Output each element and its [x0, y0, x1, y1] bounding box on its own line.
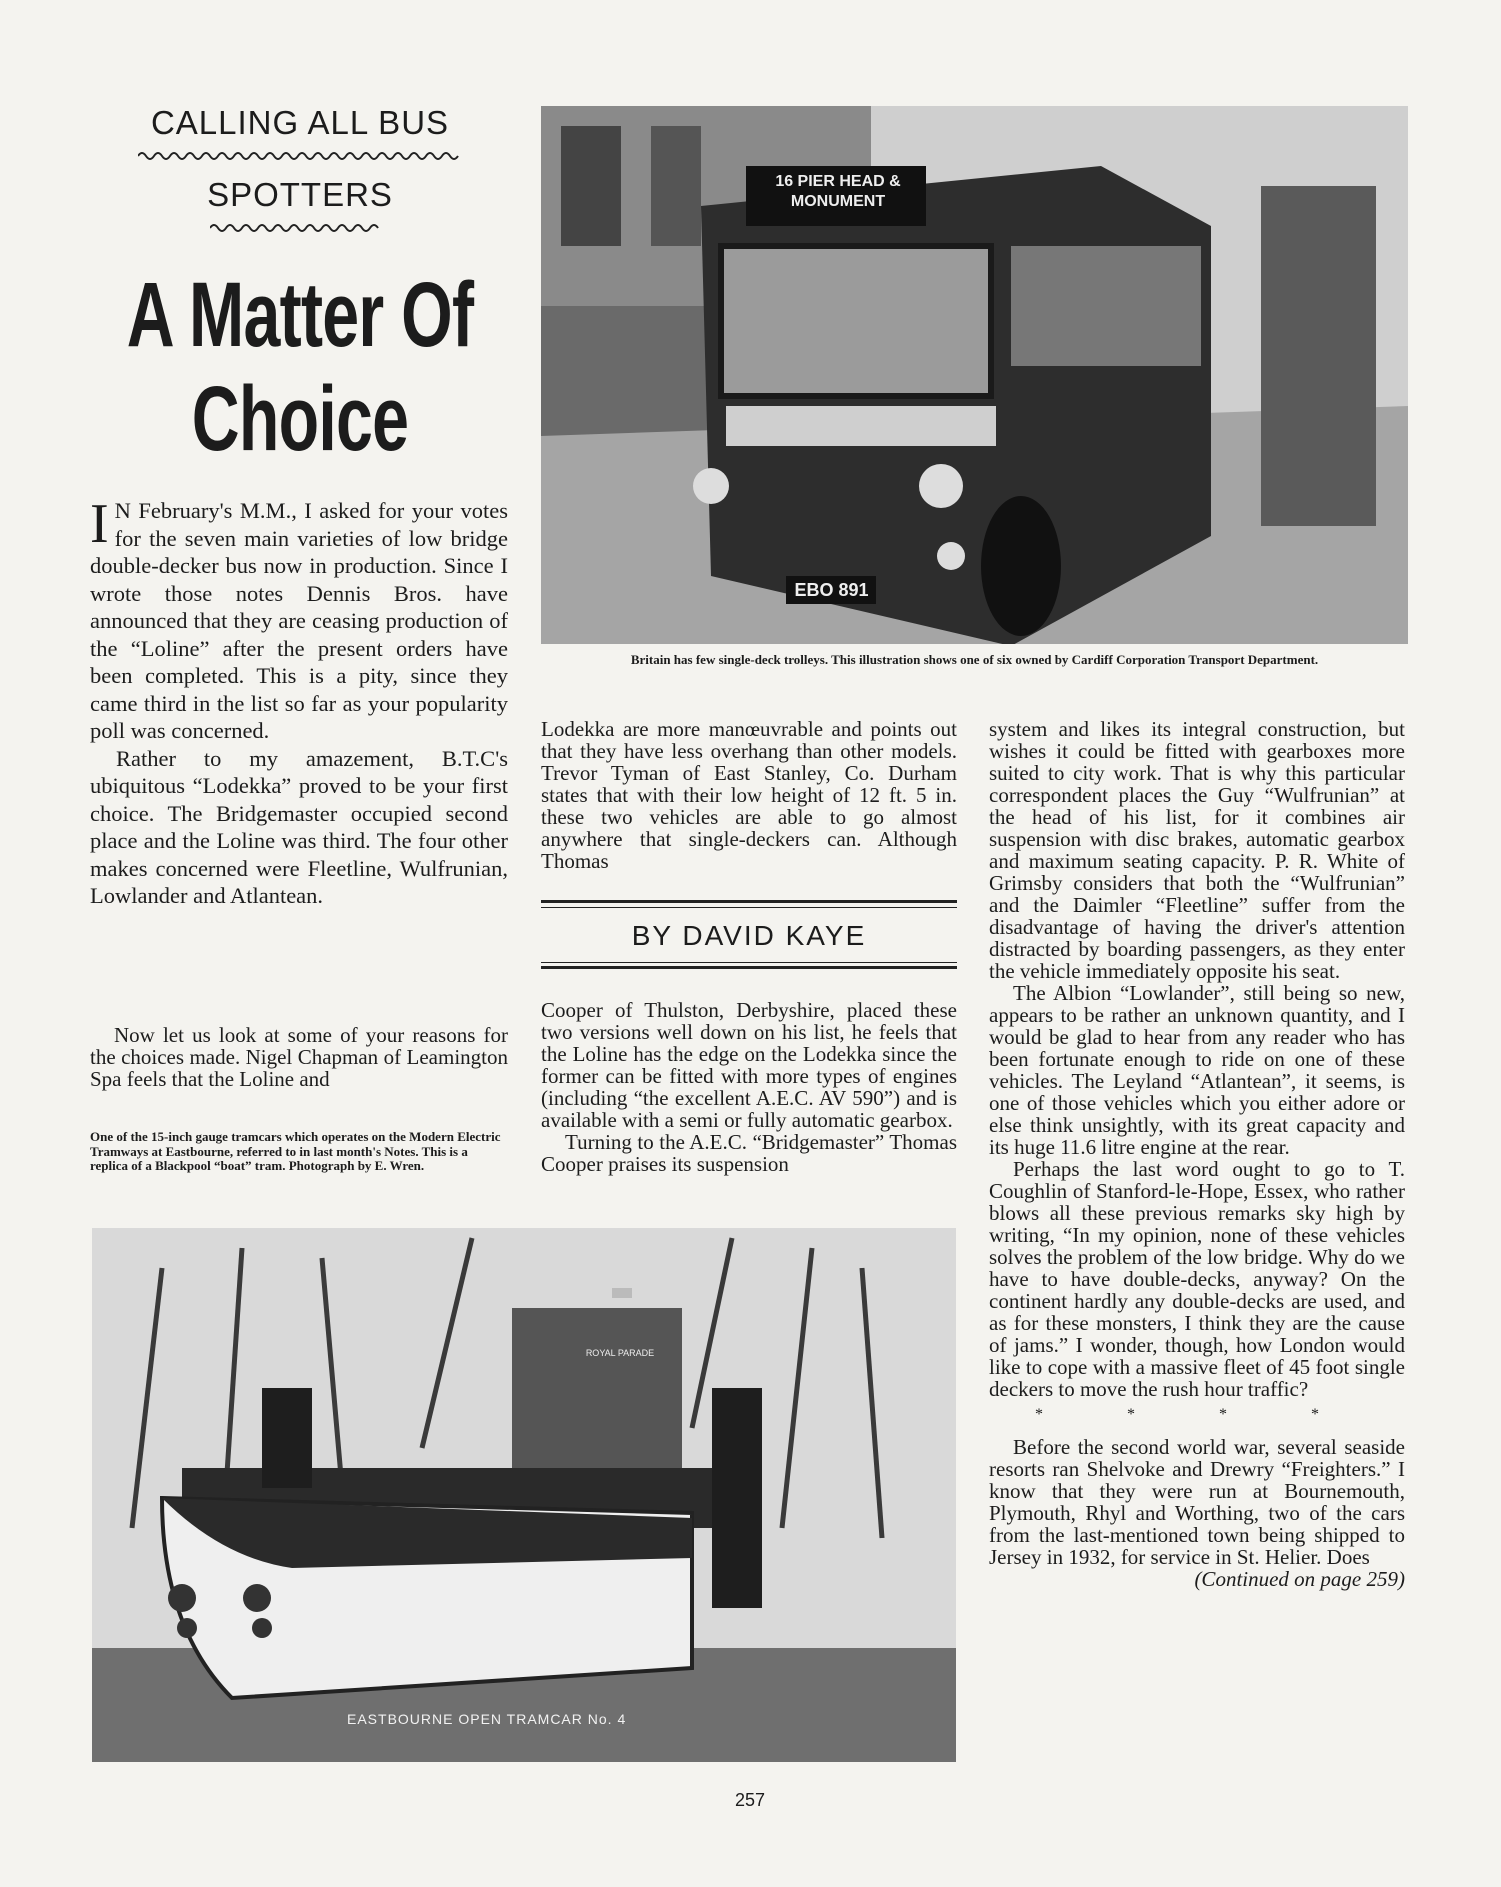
byline-rule-top-1 — [541, 900, 957, 903]
trolleybus-photo — [541, 106, 1408, 644]
byline: BY DAVID KAYE — [631, 920, 867, 951]
column-3-paragraph-3: Perhaps the last word ought to go to T. Coughlin of Stanford-le-Hope, Essex, who rather blows all these previous remarks sky high by writing, “In my opinion, none of these vehicles solves the problem of the low bridge. Why do we have to have double-decks, anyway? On the continent hardly any double-decks are used, and as for these monsters, I think they are the cause of jams.” I wonder, though, how London would like to cope with a massive fleet of 45 foot single deckers to move the rush hour traffic? — [989, 1157, 1405, 1401]
byline-rule-bottom-1 — [541, 962, 957, 963]
byline-rule-bottom-2 — [541, 966, 957, 969]
tram-caption: One of the 15-inch gauge tramcars which operates on the Modern Electric Tramways at Eastbourne, referred to in last month's Notes. This is a replica of a Blackpool “boat” tram. Photograph by E. Wren. — [90, 1129, 501, 1173]
column-3 — [989, 718, 1405, 1590]
headline-line-1: A Matter Of — [126, 264, 474, 366]
drop-cap: I — [90, 493, 109, 555]
destination-blind: 16 PIER HEAD & MONUMENT — [775, 173, 901, 210]
kicker-line-2: SPOTTERS — [207, 176, 393, 213]
intro-text — [90, 493, 508, 910]
registration-plate: EBO 891 — [794, 580, 869, 600]
column-2-top — [541, 718, 957, 872]
tramcar-photo — [92, 1228, 956, 1762]
continued-note: (Continued on page 259) — [1194, 1567, 1405, 1591]
intro-paragraph-2: Rather to my amazement, B.T.C's ubiquitous “Lodekka” proved to be your first choice. The Bridgemaster occupied second place and the Loline was third. The four other makes concerned were Fleetline, Wulfrunian, Lowlander and Atlantean. — [90, 745, 508, 908]
byline-rule-top-2 — [541, 907, 957, 908]
intro-paragraph-1: N February's M.M., I asked for your votes for the seven main varieties of low bridge double-decker bus now in production. Since I wrote those notes Dennis Bros. have announced that they are ceasing production of the “Loline” after the present orders have been completed. This is a pity, since they came third in the list so far as your popularity poll was concerned. — [90, 498, 508, 743]
column-3-paragraph-4: Before the second world war, several seaside resorts ran Shelvoke and Drewry “Freighters.” I know that they were run at Bournemouth, Plymouth, Rhyl and Worthing, two of the cars from the last-mentioned town being shipped to Jersey in 1932, for service in St. Helier. Does — [989, 1435, 1405, 1569]
squiggle-rule-1 — [138, 150, 463, 162]
column-2-top-text: Lodekka are more manœuvrable and points out that they have less overhang than other models. Trevor Tyman of East Stanley, Co. Durham states that with their low height of 12 ft. 5 in. these two vehicles are able to go almost anywhere that single-deckers can. Although Thomas — [541, 717, 957, 873]
column-3-paragraph-1: system and likes its integral construction, but wishes it could be fitted with gearboxes more suited to city work. That is why this particular correspondent places the Guy “Wulfrunian” at the head of his list, for it combines air suspension with disc brakes, automatic gearbox and maximum seating capacity. P. R. White of Grimsby considers that both the “Wulfrunian” and the Daimler “Fleetline” suffer from the disadvantage of having the driver's attention distracted by boarding passengers, as they enter the vehicle immediately opposite his seat. — [989, 717, 1405, 983]
tram-destination-board: ROYAL PARADE — [585, 1348, 655, 1358]
headline-line-2: Choice — [191, 368, 409, 470]
column-2-bottom — [541, 999, 957, 1175]
column-3-paragraph-2: The Albion “Lowlander”, still being so new, appears to be rather an unknown quantity, and I would be glad to hear from any reader who has been fortunate enough to ride on one of these vehicles. The Leyland “Atlantean”, it seems, is one of those vehicles which you either adore or else think unsightly, with its great capacity and its huge 11.6 litre engine at the rear. — [989, 981, 1405, 1159]
section-break-stars: * * * * — [1035, 1406, 1359, 1423]
column-2-paragraph-2: Turning to the A.E.C. “Bridgemaster” Thomas Cooper praises its suspension — [541, 1130, 957, 1176]
kicker-line-1: CALLING ALL BUS — [150, 104, 450, 141]
page-number: 257 — [734, 1790, 766, 1810]
intro-paragraph-3 — [90, 1024, 508, 1090]
intro-paragraph-3-text: Now let us look at some of your reasons for the choices made. Nigel Chapman of Leamington Spa feels that the Loline and — [90, 1023, 508, 1091]
column-2-paragraph-1: Cooper of Thulston, Derbyshire, placed these two versions well down on his list, he feels that the Loline has the edge on the Lodekka since the former can be fitted with more types of engines (including “the excellent A.E.C. AV 590”) and is available with a semi or fully automatic gearbox. — [541, 998, 957, 1132]
trolleybus-caption: Britain has few single-deck trolleys. This illustration shows one of six owned by Cardiff Corporation Transport Department. — [630, 652, 1319, 667]
tram-photo-label: EASTBOURNE OPEN TRAMCAR No. 4 — [347, 1711, 627, 1727]
squiggle-rule-2 — [210, 222, 385, 234]
